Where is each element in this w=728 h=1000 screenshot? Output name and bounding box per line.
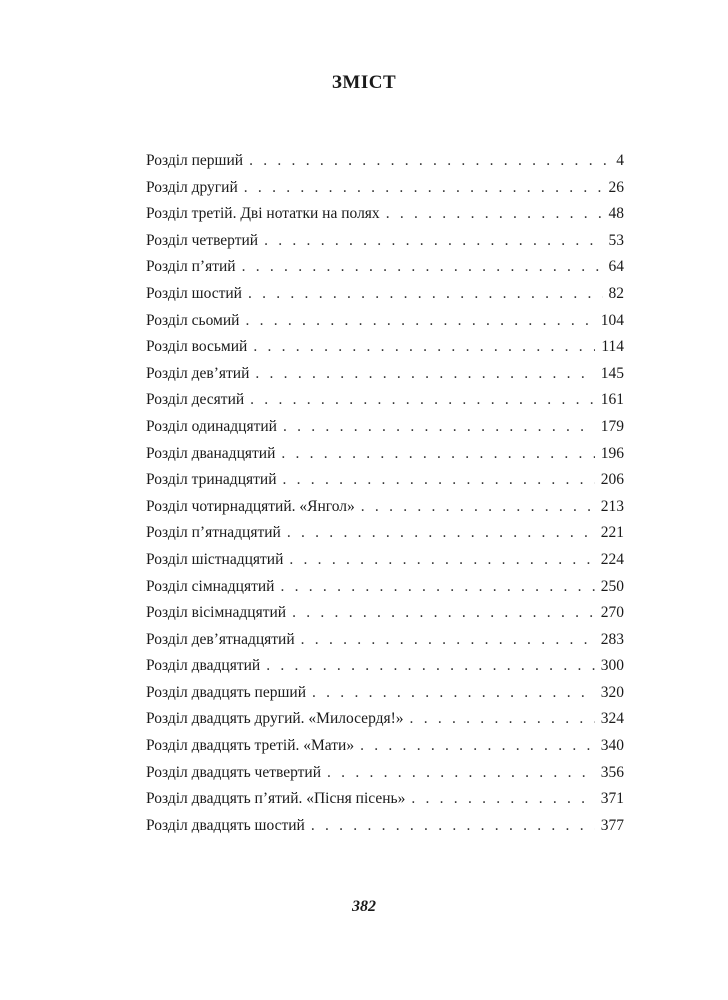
page-title: ЗМІСТ [331, 72, 397, 93]
toc-entry-title: Розділ одинадцятий [146, 417, 277, 435]
toc-entry-title: Розділ десятий [146, 391, 245, 409]
toc-entry-page: 324 [600, 710, 624, 728]
toc-entry-title: Розділ двадцять четвертий [146, 763, 322, 781]
toc-entry[interactable] [146, 179, 624, 206]
toc-leader-dots [244, 179, 603, 197]
toc-entry-title: Розділ дванадцятий [146, 444, 276, 462]
toc-entry-page: 213 [600, 497, 624, 515]
toc-leader-dots [264, 232, 602, 250]
toc-entry-page: 206 [600, 471, 624, 489]
toc-entry-title: Розділ сьомий [146, 311, 240, 329]
toc-entry-title: Розділ дев’ятий [146, 364, 250, 382]
toc-entry-page: 377 [600, 816, 624, 834]
toc-entry-title: Розділ вісімнадцятий [146, 604, 287, 622]
toc-entry[interactable] [146, 285, 624, 312]
toc-entry-page: 48 [608, 205, 624, 223]
toc-entry[interactable] [146, 445, 624, 472]
toc-entry-page: 356 [600, 763, 624, 781]
toc-entry-page: 179 [600, 417, 624, 435]
toc-entry-title: Розділ шістнадцятий [146, 550, 284, 568]
toc-leader-dots [386, 205, 603, 223]
toc-entry[interactable] [146, 657, 624, 684]
toc-entry[interactable] [146, 365, 624, 392]
toc-entry-title: Розділ двадцять п’ятий. «Пісня пісень» [146, 790, 406, 808]
toc-leader-dots [253, 338, 595, 356]
toc-entry[interactable] [146, 578, 624, 605]
toc-entry-page: 114 [601, 338, 624, 356]
toc-entry[interactable] [146, 524, 624, 551]
toc-entry-page: 320 [600, 683, 624, 701]
toc-entry-title: Розділ двадцятий [146, 657, 261, 675]
toc-entry[interactable] [146, 471, 624, 498]
toc-entry-title: Розділ четвертий [146, 231, 259, 249]
toc-entry[interactable] [146, 817, 624, 844]
toc-leader-dots [327, 764, 595, 782]
toc-leader-dots [255, 365, 594, 383]
toc-leader-dots [289, 551, 594, 569]
toc-entry-page: 104 [600, 311, 624, 329]
toc-entry[interactable] [146, 418, 624, 445]
toc-entry[interactable] [146, 498, 624, 525]
toc-leader-dots [312, 684, 595, 702]
toc-entry-page: 26 [608, 178, 624, 196]
toc-entry-title: Розділ п’ятнадцятий [146, 524, 281, 542]
toc-entry[interactable] [146, 631, 624, 658]
toc-leader-dots [281, 445, 594, 463]
toc-entry-title: Розділ сімнадцятий [146, 577, 275, 595]
toc-entry-title: Розділ двадцять третій. «Мати» [146, 737, 355, 755]
toc-leader-dots [410, 710, 595, 728]
toc-entry-page: 340 [600, 737, 624, 755]
toc-leader-dots [250, 391, 595, 409]
toc-leader-dots [242, 258, 603, 276]
toc-leader-dots [287, 524, 595, 542]
toc-entry-title: Розділ шостий [146, 284, 242, 302]
toc-entry-title: Розділ чотирнадцятий. «Янгол» [146, 497, 355, 515]
toc-entry-page: 53 [608, 231, 624, 249]
toc-entry[interactable] [146, 790, 624, 817]
toc-entry-title: Розділ дев’ятнадцятий [146, 630, 295, 648]
toc-leader-dots [411, 790, 594, 808]
toc-leader-dots [292, 604, 595, 622]
toc-entry[interactable] [146, 737, 624, 764]
toc-entry-page: 221 [600, 524, 624, 542]
toc-entry-title: Розділ третій. Дві нотатки на полях [146, 205, 380, 223]
toc-entry-title: Розділ двадцять перший [146, 683, 306, 701]
toc-entry[interactable] [146, 205, 624, 232]
toc-entry-page: 371 [600, 790, 624, 808]
table-of-contents [146, 152, 624, 843]
toc-entry[interactable] [146, 391, 624, 418]
toc-entry[interactable] [146, 312, 624, 339]
toc-entry-page: 224 [600, 550, 624, 568]
toc-entry-page: 82 [608, 284, 624, 302]
toc-leader-dots [283, 418, 595, 436]
toc-entry-page: 270 [600, 604, 624, 622]
toc-entry[interactable] [146, 710, 624, 737]
toc-entry-title: Розділ п’ятий [146, 258, 236, 276]
toc-leader-dots [360, 737, 595, 755]
toc-leader-dots [266, 657, 595, 675]
toc-entry-title: Розділ другий [146, 178, 238, 196]
toc-entry-page: 283 [600, 630, 624, 648]
page-number: 382 [352, 898, 376, 915]
toc-entry-page: 196 [600, 444, 624, 462]
toc-entry-title: Розділ восьмий [146, 338, 248, 356]
toc-entry-page: 300 [600, 657, 624, 675]
toc-entry[interactable] [146, 551, 624, 578]
toc-entry-page: 4 [616, 152, 624, 169]
toc-entry-title: Розділ тринадцятий [146, 471, 277, 489]
toc-leader-dots [248, 285, 603, 303]
toc-entry[interactable] [146, 232, 624, 259]
toc-entry-page: 161 [600, 391, 624, 409]
toc-entry[interactable] [146, 764, 624, 791]
toc-leader-dots [283, 471, 595, 489]
toc-entry[interactable] [146, 604, 624, 631]
toc-entry-page: 145 [600, 364, 624, 382]
toc-entry[interactable] [146, 258, 624, 285]
toc-entry-title: Розділ двадцять шостий [146, 816, 305, 834]
toc-leader-dots [249, 152, 610, 170]
toc-leader-dots [245, 312, 594, 330]
toc-leader-dots [280, 578, 594, 596]
toc-leader-dots [301, 631, 595, 649]
toc-leader-dots [311, 817, 595, 835]
toc-entry-page: 250 [600, 577, 624, 595]
toc-entry-title: Розділ перший [146, 152, 244, 169]
toc-entry[interactable] [146, 338, 624, 365]
toc-entry[interactable] [146, 152, 624, 179]
toc-entry-title: Розділ двадцять другий. «Милосердя!» [146, 710, 404, 728]
toc-entry[interactable] [146, 684, 624, 711]
toc-entry-page: 64 [608, 258, 624, 276]
toc-leader-dots [361, 498, 595, 516]
